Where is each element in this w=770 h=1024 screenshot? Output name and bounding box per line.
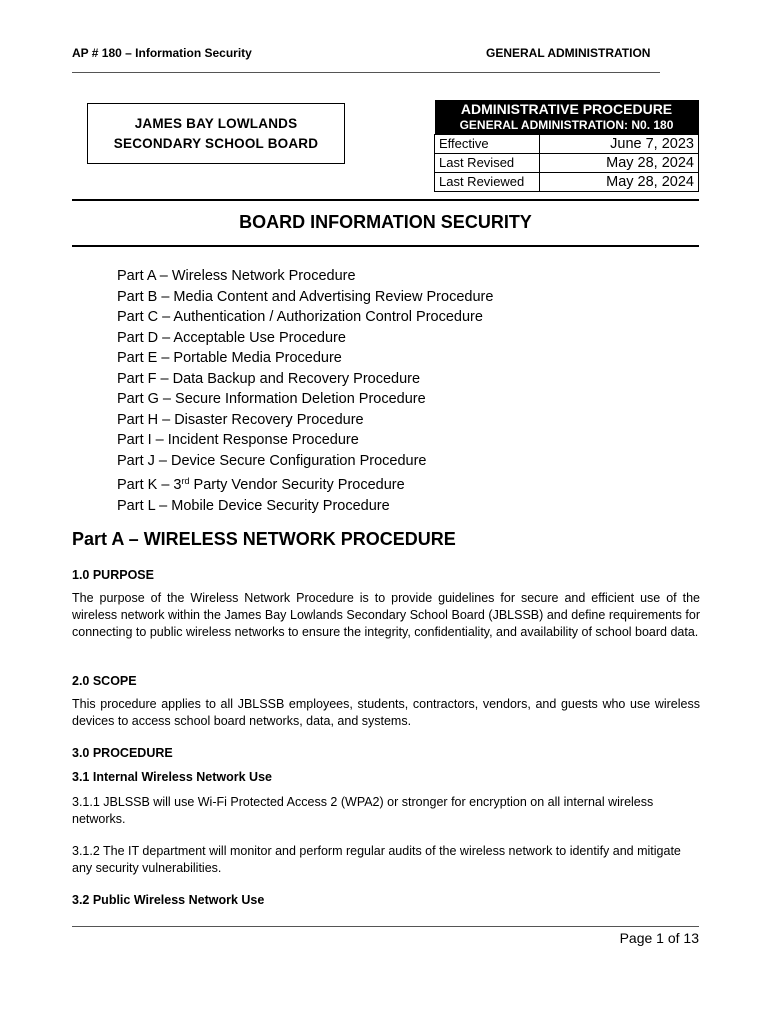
list-item-suffix: Party Vendor Security Procedure	[189, 477, 405, 493]
scope-heading: 2.0 SCOPE	[72, 674, 137, 688]
board-name-line-2: SECONDARY SCHOOL BOARD	[113, 135, 319, 151]
page-number: Page 1 of 13	[619, 930, 699, 946]
purpose-paragraph: The purpose of the Wireless Network Procedure is to provide guidelines for secure and efficient use of the wireless network within the James Bay Lowlands Secondary School Board (JBLSSB) and define requirements for connecting to public wireless networks to ensure the integrity, confidentiality, and availability of school board data.	[72, 591, 700, 639]
table-row	[435, 135, 699, 154]
last-reviewed-label: Last Reviewed	[435, 173, 540, 192]
procedure-table-subtitle: GENERAL ADMINISTRATION: N0. 180	[459, 118, 674, 132]
title-rule-top	[72, 199, 699, 201]
list-item	[117, 471, 493, 496]
effective-date: June 7, 2023	[540, 135, 699, 154]
list-item: Part A – Wireless Network Procedure	[117, 268, 356, 284]
list-item: Part D – Acceptable Use Procedure	[117, 329, 346, 346]
part-a-heading: Part A – WIRELESS NETWORK PROCEDURE	[72, 529, 456, 549]
effective-label: Effective	[435, 135, 540, 154]
list-item: Part G – Secure Information Deletion Procedure	[117, 391, 426, 407]
list-item: Part J – Device Secure Configuration Procedure	[117, 452, 427, 469]
board-name-line-1: JAMES BAY LOWLANDS	[134, 115, 298, 131]
table-row	[435, 173, 699, 192]
running-header-section: GENERAL ADMINISTRATION	[486, 46, 651, 60]
procedure-table-header	[435, 100, 699, 135]
footer-divider	[72, 926, 699, 927]
public-wireless-heading: 3.2 Public Wireless Network Use	[72, 893, 265, 907]
procedure-heading: 3.0 PROCEDURE	[72, 746, 173, 760]
running-header-title: AP # 180 – Information Security	[72, 46, 252, 60]
board-name-box	[87, 103, 345, 164]
list-item: Part B – Media Content and Advertising Review Procedure	[117, 288, 494, 305]
ordinal-superscript: rd	[181, 476, 190, 486]
procedure-info-table	[434, 100, 699, 192]
list-item: Part I – Incident Response Procedure	[117, 432, 359, 448]
list-item-prefix: Part K – 3	[117, 477, 182, 493]
list-item: Part F – Data Backup and Recovery Procedure	[117, 370, 421, 387]
list-item: Part H – Disaster Recovery Procedure	[117, 411, 364, 428]
list-item: Part E – Portable Media Procedure	[117, 350, 342, 366]
last-revised-date: May 28, 2024	[540, 154, 699, 173]
list-item: Part L – Mobile Device Security Procedure	[117, 497, 390, 514]
item-3-1-2: 3.1.2 The IT department will monitor and perform regular audits of the wireless network to identify and mitigate any security vulnerabilities.	[72, 844, 681, 875]
purpose-heading: 1.0 PURPOSE	[72, 568, 154, 582]
title-rule-bottom	[72, 245, 699, 247]
scope-paragraph: This procedure applies to all JBLSSB employees, students, contractors, vendors, and guests who use wireless devices to access school board networks, data, and systems.	[72, 697, 700, 728]
list-item: Part C – Authentication / Authorization Control Procedure	[117, 309, 483, 325]
parts-list	[117, 266, 493, 516]
last-revised-label: Last Revised	[435, 154, 540, 173]
table-row	[435, 154, 699, 173]
internal-wireless-heading: 3.1 Internal Wireless Network Use	[72, 770, 272, 784]
last-reviewed-date: May 28, 2024	[540, 173, 699, 192]
item-3-1-1: 3.1.1 JBLSSB will use Wi-Fi Protected Access 2 (WPA2) or stronger for encryption on all internal wireless networks.	[72, 795, 654, 826]
procedure-table-title: ADMINISTRATIVE PROCEDURE	[460, 101, 673, 117]
header-divider	[72, 72, 660, 73]
document-title: BOARD INFORMATION SECURITY	[239, 212, 532, 232]
